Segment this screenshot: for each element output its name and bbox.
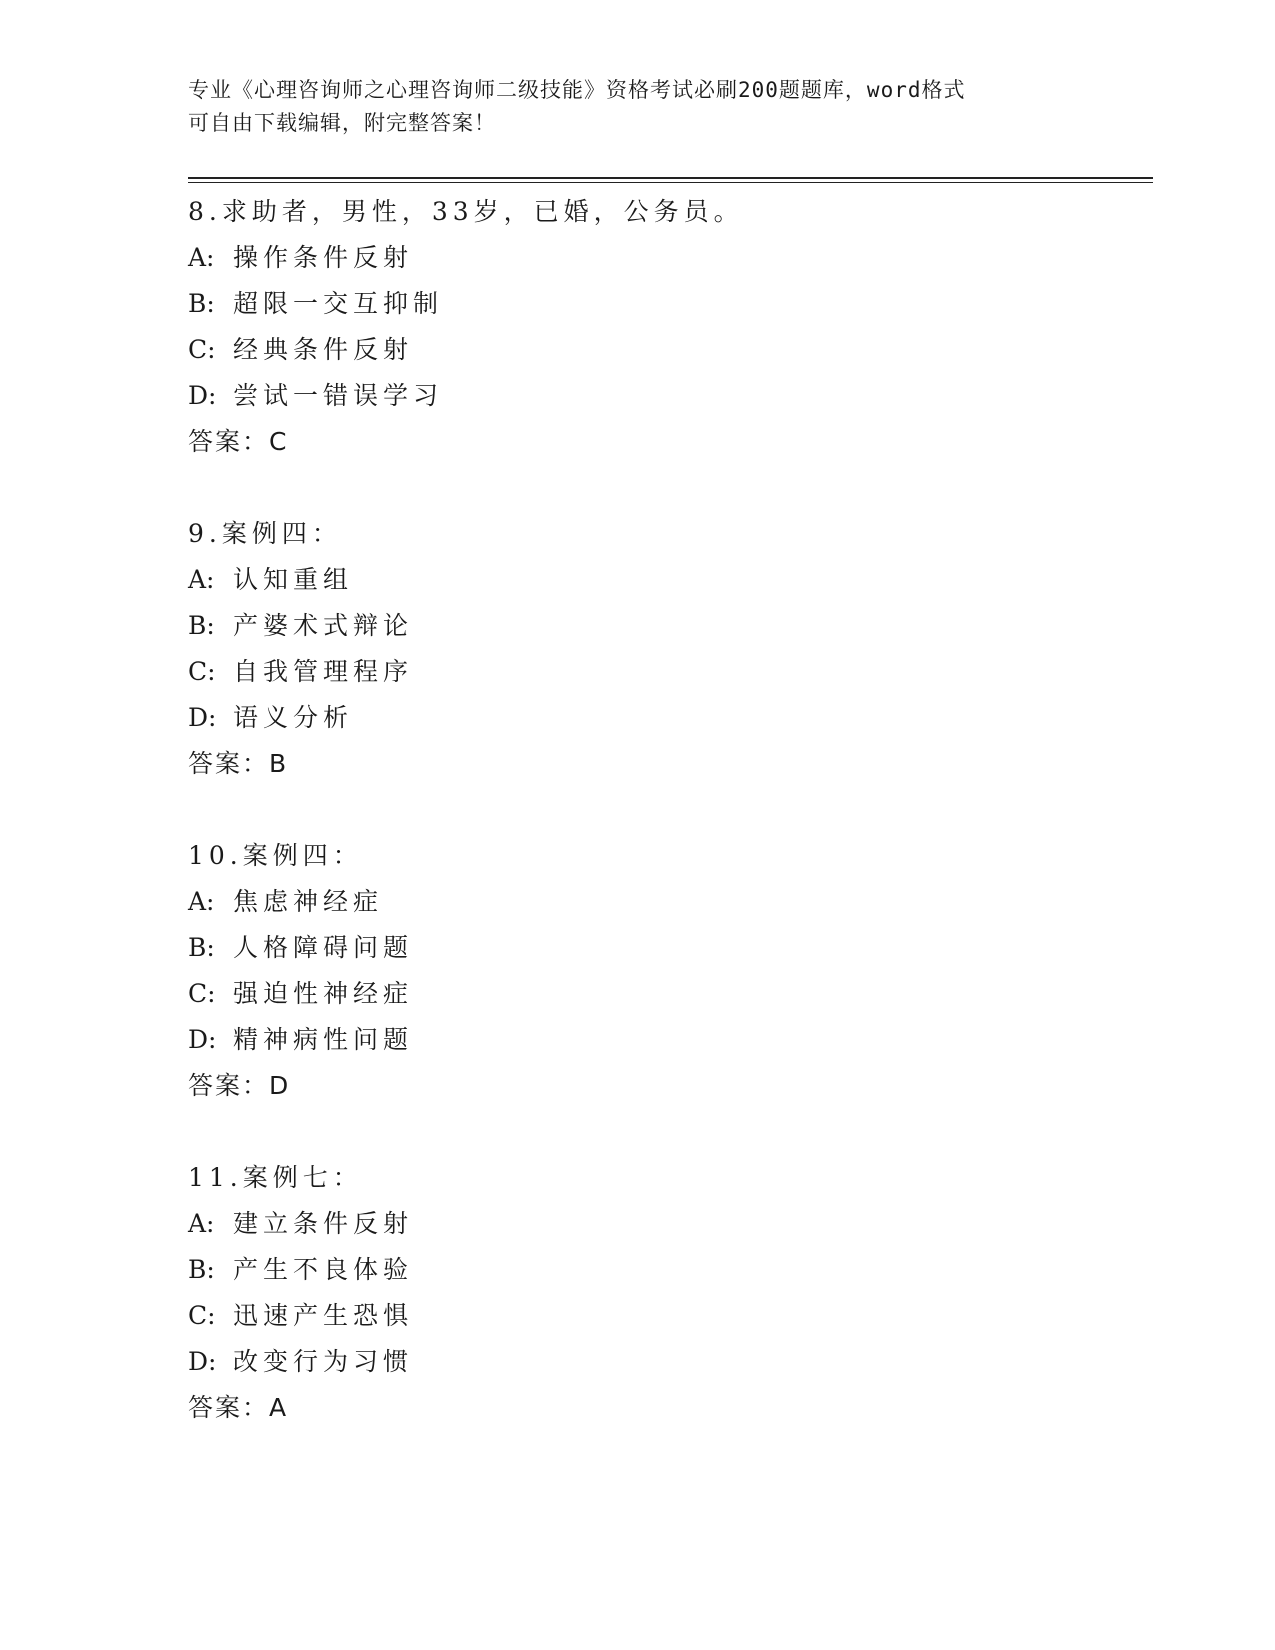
option-d bbox=[188, 373, 1148, 419]
option-text: 自我管理程序 bbox=[233, 657, 414, 686]
option-text: 认知重组 bbox=[233, 565, 354, 594]
option-letter: B: bbox=[188, 1255, 215, 1284]
option-d bbox=[188, 695, 1148, 741]
option-text: 强迫性神经症 bbox=[233, 979, 414, 1008]
option-text: 语义分析 bbox=[233, 703, 354, 732]
header-divider-thick bbox=[188, 177, 1153, 179]
option-b bbox=[188, 925, 1148, 971]
option-text: 焦虑神经症 bbox=[233, 887, 384, 916]
option-text: 建立条件反射 bbox=[233, 1209, 414, 1238]
option-letter: A: bbox=[188, 565, 215, 594]
option-text: 产生不良体验 bbox=[233, 1255, 414, 1284]
question-8 bbox=[188, 189, 1148, 465]
answer-line: 答案：C bbox=[188, 427, 289, 456]
option-d bbox=[188, 1339, 1148, 1385]
answer-line: 答案：D bbox=[188, 1071, 291, 1100]
option-c bbox=[188, 649, 1148, 695]
header-divider-thin bbox=[188, 182, 1153, 183]
option-text: 尝试一错误学习 bbox=[233, 381, 444, 410]
option-b bbox=[188, 281, 1148, 327]
option-letter: A: bbox=[188, 1209, 215, 1238]
option-c bbox=[188, 1293, 1148, 1339]
option-letter: D: bbox=[188, 1025, 217, 1054]
option-a bbox=[188, 557, 1148, 603]
option-letter: A: bbox=[188, 887, 215, 916]
document-header bbox=[188, 74, 1088, 140]
option-text: 操作条件反射 bbox=[233, 243, 414, 272]
option-a bbox=[188, 879, 1148, 925]
option-text: 精神病性问题 bbox=[233, 1025, 414, 1054]
option-letter: D: bbox=[188, 703, 217, 732]
option-text: 改变行为习惯 bbox=[233, 1347, 414, 1376]
option-a bbox=[188, 235, 1148, 281]
question-stem: 9.案例四： bbox=[188, 519, 342, 548]
question-10 bbox=[188, 833, 1148, 1109]
question-stem: 11.案例七： bbox=[188, 1163, 363, 1192]
option-letter: C: bbox=[188, 335, 216, 364]
option-text: 经典条件反射 bbox=[233, 335, 414, 364]
option-letter: D: bbox=[188, 1347, 217, 1376]
option-text: 人格障碍问题 bbox=[233, 933, 414, 962]
option-c bbox=[188, 971, 1148, 1017]
option-b bbox=[188, 1247, 1148, 1293]
option-c bbox=[188, 327, 1148, 373]
option-letter: C: bbox=[188, 1301, 216, 1330]
question-stem: 10.案例四： bbox=[188, 841, 363, 870]
question-list bbox=[188, 189, 1148, 1477]
option-letter: C: bbox=[188, 979, 216, 1008]
header-line-2: 可自由下载编辑，附完整答案！ bbox=[188, 111, 496, 135]
option-letter: A: bbox=[188, 243, 215, 272]
option-b bbox=[188, 603, 1148, 649]
option-a bbox=[188, 1201, 1148, 1247]
answer-line: 答案：A bbox=[188, 1393, 289, 1422]
header-line-1: 专业《心理咨询师之心理咨询师二级技能》资格考试必刷200题题库，word格式 bbox=[188, 78, 966, 102]
option-text: 超限一交互抑制 bbox=[233, 289, 444, 318]
option-text: 产婆术式辩论 bbox=[233, 611, 414, 640]
question-11 bbox=[188, 1155, 1148, 1431]
option-letter: B: bbox=[188, 933, 215, 962]
question-stem: 8.求助者，男性，33岁，已婚，公务员。 bbox=[188, 197, 744, 226]
option-text: 迅速产生恐惧 bbox=[233, 1301, 414, 1330]
option-letter: D: bbox=[188, 381, 217, 410]
option-d bbox=[188, 1017, 1148, 1063]
option-letter: B: bbox=[188, 289, 215, 318]
option-letter: C: bbox=[188, 657, 216, 686]
answer-line: 答案：B bbox=[188, 749, 289, 778]
option-letter: B: bbox=[188, 611, 215, 640]
question-9 bbox=[188, 511, 1148, 787]
